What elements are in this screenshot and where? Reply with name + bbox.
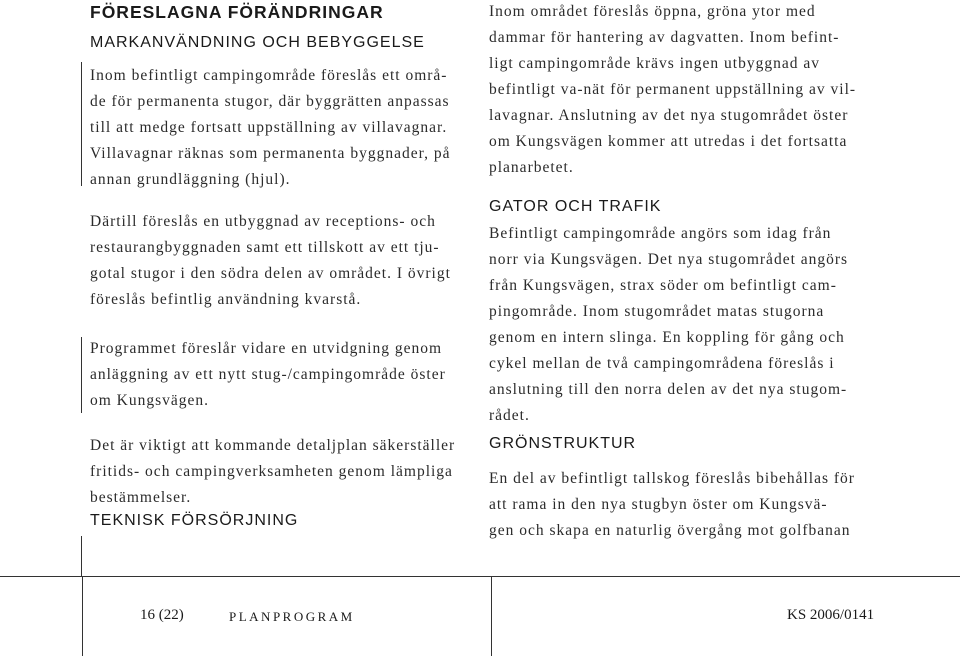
margin-rule	[81, 536, 82, 576]
paragraph-expansion: Programmet föreslår vidare en utvidgning genom anläggning av ett nytt stug-/campingområde öster om Kungsvägen.	[90, 340, 446, 409]
paragraph-permanent-cabins: Inom befintligt campingområde föreslås ett områ- de för permanenta stugor, där byggrätten anpassas till att medge fortsatt uppställning av villavagnar. Villavagnar räknas som permanenta byggnader, på annan grundläggning (hjul).	[90, 67, 451, 188]
section-heading: FÖRESLAGNA FÖRÄNDRINGAR	[90, 2, 384, 22]
footer-tick-right	[491, 576, 492, 656]
document-id: KS 2006/0141	[787, 607, 875, 623]
margin-rule	[81, 337, 82, 413]
subheading-land-use: MARKANVÄNDNING OCH BEBYGGELSE	[90, 34, 425, 51]
footer-tick-left	[82, 576, 83, 656]
subheading-green-structure: GRÖNSTRUKTUR	[489, 435, 637, 452]
paragraph-detail-plan: Det är viktigt att kommande detaljplan säkerställer fritids- och campingverksamheten genom lämpliga bestämmelser.	[90, 437, 456, 506]
subheading-streets-traffic: GATOR OCH TRAFIK	[489, 198, 662, 215]
footer-rule	[0, 576, 960, 577]
paragraph-access: Befintligt campingområde angörs som idag från norr via Kungsvägen. Det nya stugområdet angörs från Kungsvägen, strax söder om befintligt cam- pingområde. Inom stugområdet matas stugorna genom en intern slinga. En koppling för gång och cykel mellan de två campingområdena föreslås i anslutning till den norra delen av det nya stugom- rådet.	[489, 225, 849, 424]
subheading-technical-supply: TEKNISK FÖRSÖRJNING	[90, 512, 299, 529]
page-number: 16 (22)	[140, 607, 184, 623]
paragraph-pine-forest: En del av befintligt tallskog föreslås bibehållas för att rama in den nya stugbyn öster om Kungsvä- gen och skapa en naturlig övergång mot golfbanan	[489, 470, 855, 539]
paragraph-stormwater: Inom området föreslås öppna, gröna ytor med dammar för hantering av dagvatten. Inom befint- ligt campingområde krävs ingen utbyggnad av befintligt va-nät för permanent uppställning av vil- lavagnar. Anslutning av det nya stugområdet öster om Kungsvägen kommer att utredas i det fortsatta planarbetet.	[489, 3, 857, 176]
document-title: PLANPROGRAM	[229, 609, 355, 624]
margin-rule	[81, 62, 82, 186]
paragraph-extension: Därtill föreslås en utbyggnad av receptions- och restaurangbyggnaden samt ett tillskott av ett tju- gotal stugor i den södra delen av området. I övrigt föreslås befintlig användning kvarstå.	[90, 213, 451, 308]
